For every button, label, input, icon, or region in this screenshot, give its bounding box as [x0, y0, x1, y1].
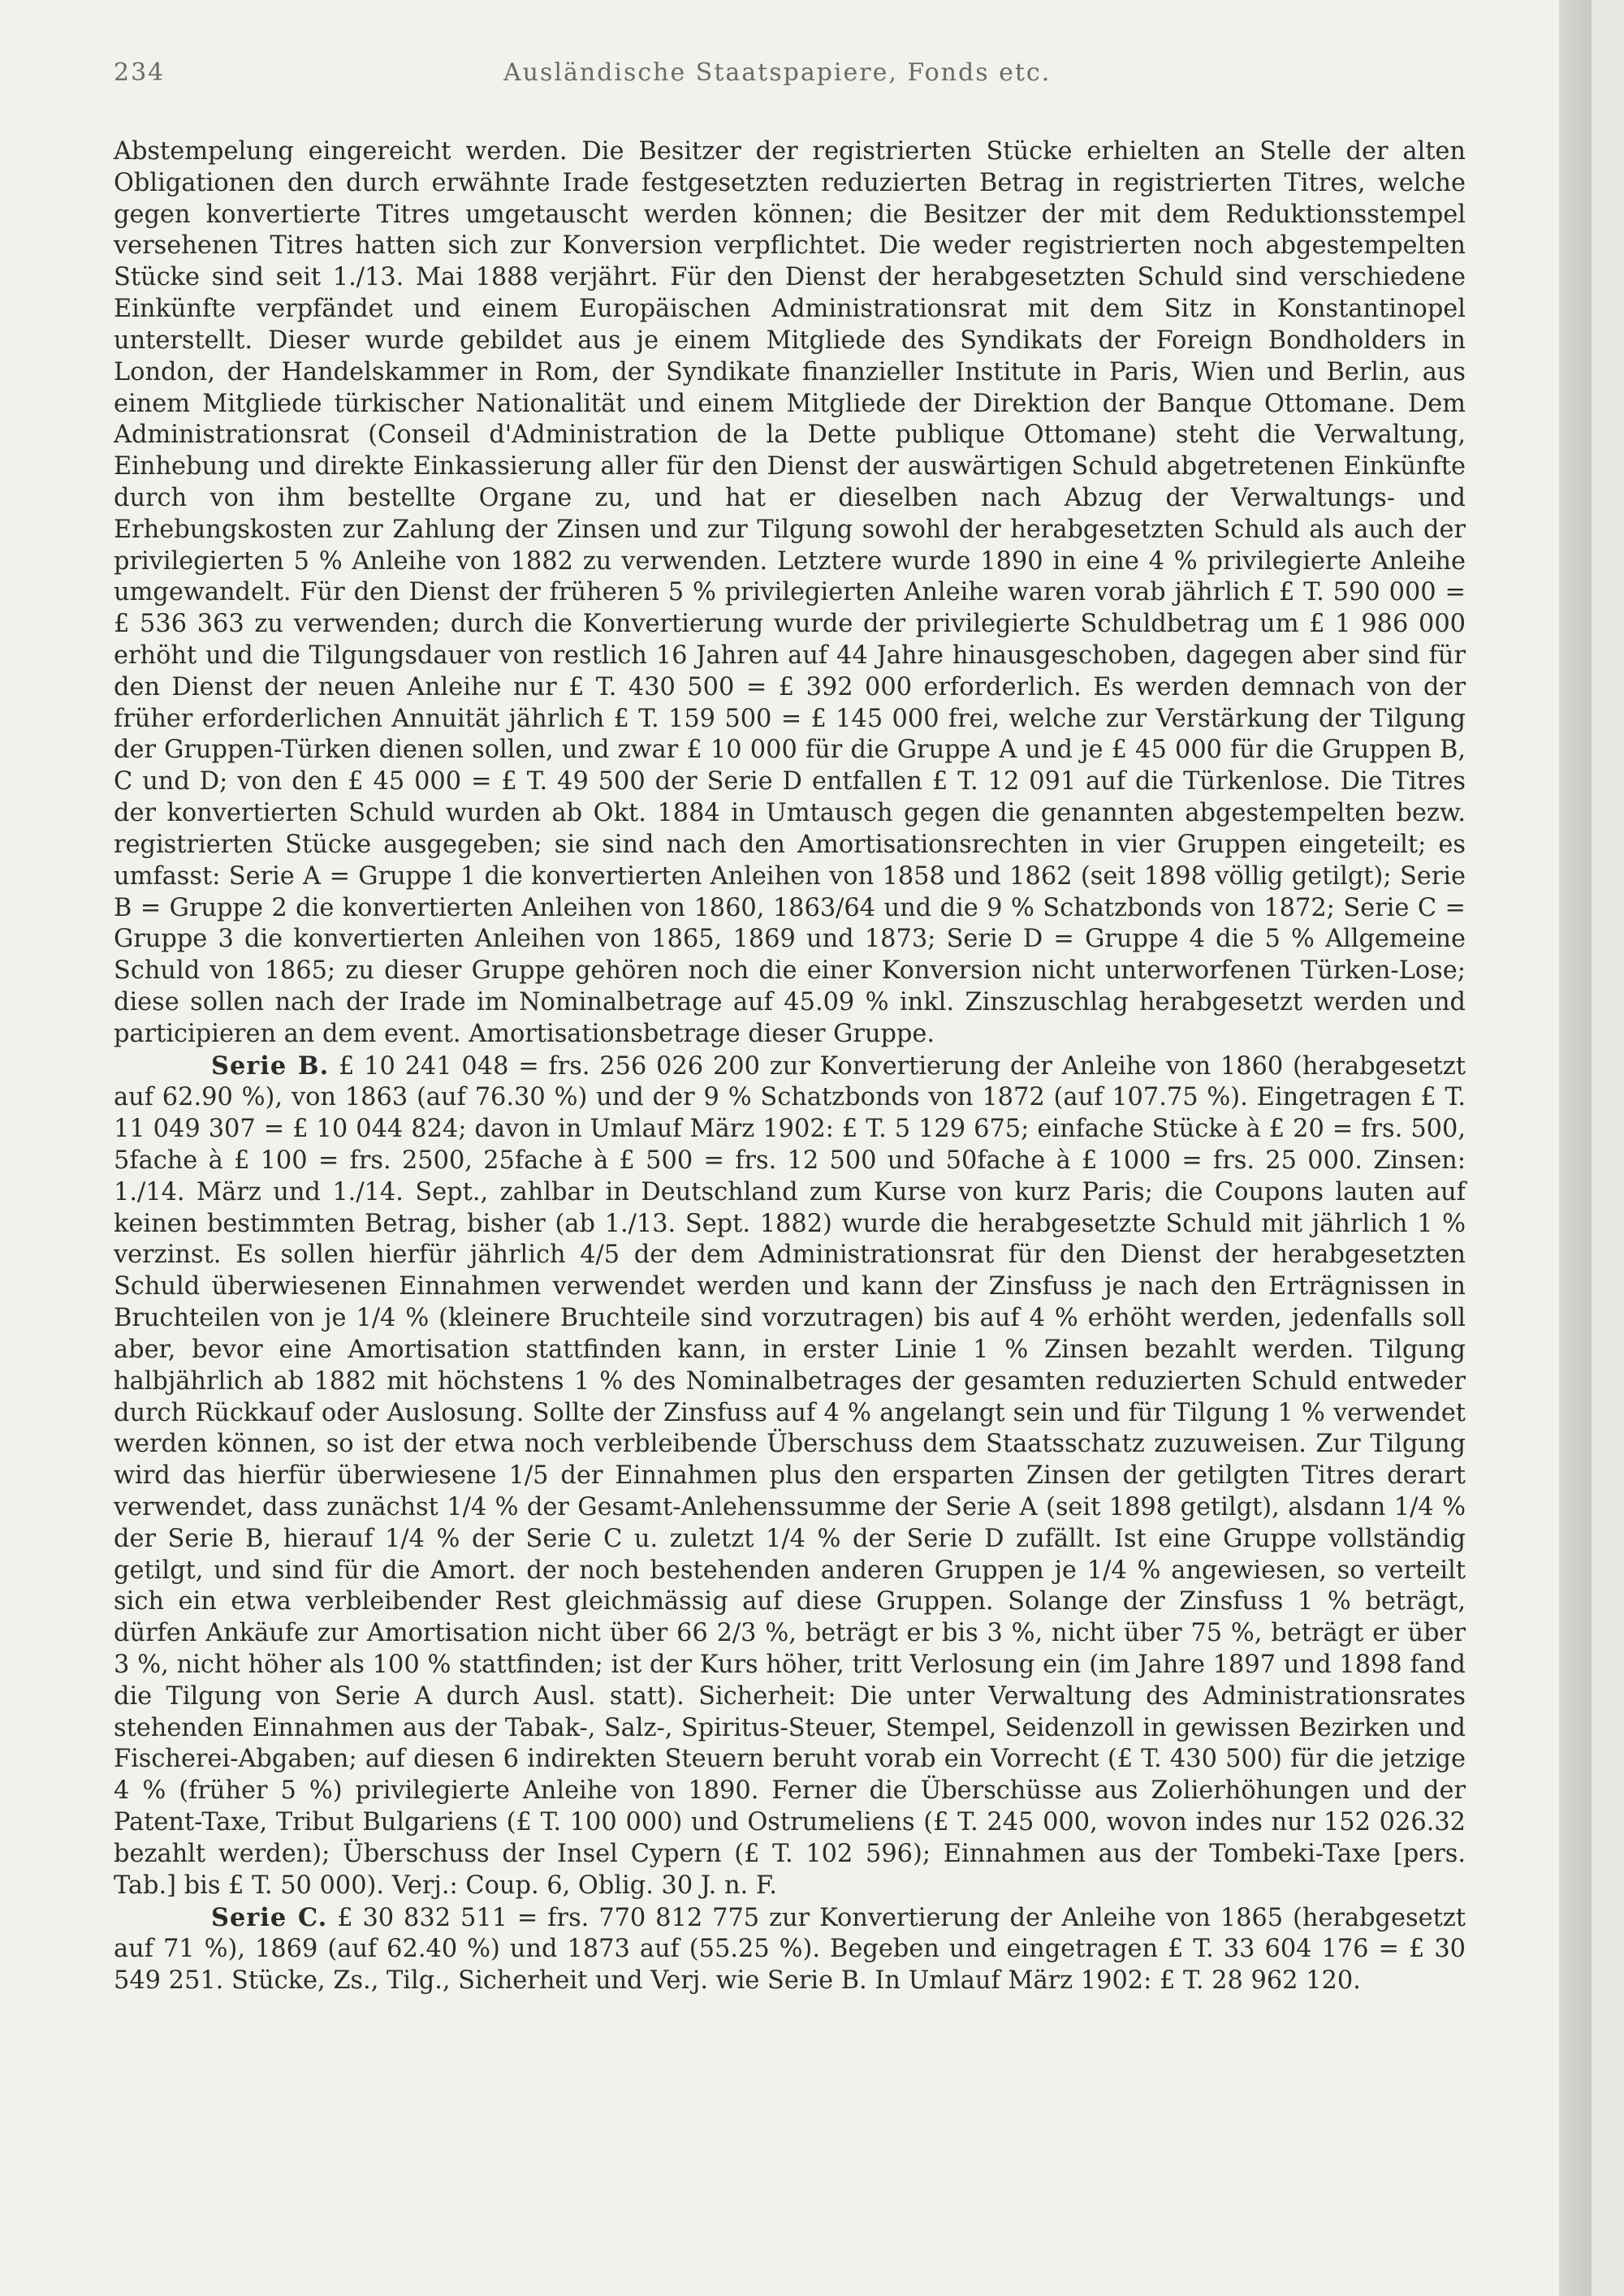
running-title: Ausländische Staatspapiere, Fonds etc.: [503, 58, 1052, 87]
page-number: 234: [114, 58, 166, 87]
serie-b-label: Serie B.: [211, 1051, 330, 1081]
page-header: [114, 58, 1462, 99]
body-text: [114, 136, 1466, 1997]
page-edge-shadow: [1559, 0, 1592, 2296]
paragraph-serie-c: [114, 1902, 1466, 1997]
paragraph-text: £ 10 241 048 = frs. 256 026 200 zur Konvertierung der Anleihe von 1860 (herabgesetzt auf 62.90 %), von 1863 (auf 76.30 %) und der 9 % Schatzbonds von 1872 (auf 107.75 %). Eingetragen £ T. 11 049 307 = £ 10 044 824; davon in Umlauf März 1902: £ T. 5 129 675; einfache Stücke à £ 20 = frs. 500, 5fache à £ 100 = frs. 2500, 25fache à £ 500 = frs. 12 500 und 50fache à £ 1000 = frs. 25 000. Zinsen: 1./14. März und 1./14. Sept., zahlbar in Deutschland zum Kurse von kurz Paris; die Coupons lauten auf keinen bestimmten Betrag, bisher (ab 1./13. Sept. 1882) wurde die herabgesetzte Schuld mit jährlich 1 % verzinst. Es sollen hierfür jährlich 4/5 der dem Administrationsrat für den Dienst der herabgesetzten Schuld überwiesenen Einnahmen verwendet werden und kann der Zinsfuss je nach den Erträgnissen in Bruchteilen von je 1/4 % (kleinere Bruchteile sind vorzutragen) bis auf 4 % erhöht werden, jedenfalls soll aber, bevor eine Amortisation stattfinden kann, in erster Linie 1 % Zinsen bezahlt werden. Tilgung halbjährlich ab 1882 mit höchstens 1 % des Nominalbetrages der gesamten reduzierten Schuld entweder durch Rückkauf oder Auslosung. Sollte der Zinsfuss auf 4 % angelangt sein und für Tilgung 1 % verwendet werden können, so ist der etwa noch verbleibende Überschuss dem Staatsschatz zuzuweisen. Zur Tilgung wird das hierfür überwiesene 1/5 der Einnahmen plus den ersparten Zinsen der getilgten Titres derart verwendet, dass zunächst 1/4 % der Gesamt-Anlehenssumme der Serie A (seit 1898 getilgt), alsdann 1/4 % der Serie B, hierauf 1/4 % der Serie C u. zuletzt 1/4 % der Serie D zufällt. Ist eine Gruppe vollständig getilgt, und sind für die Amort. der noch bestehenden anderen Gruppen je 1/4 % angewiesen, so verteilt sich ein etwa verbleibender Rest gleichmässig auf diese Gruppen. Solange der Zinsfuss 1 % beträgt, dürfen Ankäufe zur Amortisation nicht über 66 2/3 %, beträgt er bis 3 %, nicht über 75 %, beträgt er über 3 %, nicht höher als 100 % stattfinden; ist der Kurs höher, tritt Verlosung ein (im Jahre 1897 und 1898 fand die Tilgung von Serie A durch Ausl. statt). Sicherheit: Die unter Verwaltung des Administrationsrates stehenden Einnahmen aus der Tabak-, Salz-, Spiritus-Steuer, Stempel, Seidenzoll in gewissen Bezirken und Fischerei-Abgaben; auf diesen 6 indirekten Steuern beruht vorab ein Vorrecht (£ T. 430 500) für die jetzige 4 % (früher 5 %) privilegierte Anleihe von 1890. Ferner die Überschüsse aus Zolierhöhungen und der Patent-Taxe, Tribut Bulgariens (£ T. 100 000) und Ostrumeliens (£ T. 245 000, wovon indes nur 152 026.32 bezahlt werden); Überschuss der Insel Cypern (£ T. 102 596); Einnahmen aus der Tombeki-Taxe [pers. Tab.] bis £ T. 50 000). Verj.: Coup. 6, Oblig. 30 J. n. F.: [114, 1051, 1466, 1900]
paragraph-intro: [114, 136, 1466, 1051]
paragraph-text: Abstempelung eingereicht werden. Die Besitzer der registrierten Stücke erhielten an Stelle der alten Obligationen den durch erwähnte Irade festgesetzten reduzierten Betrag in registrierten Titres, welche gegen konvertierte Titres umgetauscht werden können; die Besitzer der mit dem Reduktionsstempel versehenen Titres hatten sich zur Konversion verpflichtet. Die weder registrierten noch abgestempelten Stücke sind seit 1./13. Mai 1888 verjährt. Für den Dienst der herabgesetzten Schuld sind verschiedene Einkünfte verpfändet und einem Europäischen Administrationsrat mit dem Sitz in Konstantinopel unterstellt. Dieser wurde gebildet aus je einem Mitgliede des Syndikats der Foreign Bondholders in London, der Handelskammer in Rom, der Syndikate finanzieller Institute in Paris, Wien und Berlin, aus einem Mitgliede türkischer Nationalität und einem Mitgliede der Direktion der Banque Ottomane. Dem Administrationsrat (Conseil d'Administration de la Dette publique Ottomane) steht die Verwaltung, Einhebung und direkte Einkassierung aller für den Dienst der auswärtigen Schuld abgetretenen Einkünfte durch von ihm bestellte Organe zu, und hat er dieselben nach Abzug der Verwaltungs- und Erhebungskosten zur Zahlung der Zinsen und zur Tilgung sowohl der herabgesetzten Schuld als auch der privilegierten 5 % Anleihe von 1882 zu verwenden. Letztere wurde 1890 in eine 4 % privilegierte Anleihe umgewandelt. Für den Dienst der früheren 5 % privilegierten Anleihe waren vorab jährlich £ T. 590 000 = £ 536 363 zu verwenden; durch die Konvertierung wurde der privilegierte Schuldbetrag um £ 1 986 000 erhöht und die Tilgungsdauer von restlich 16 Jahren auf 44 Jahre hinausgeschoben, dagegen aber sind für den Dienst der neuen Anleihe nur £ T. 430 500 = £ 392 000 erforderlich. Es werden demnach von der früher erforderlichen Annuität jährlich £ T. 159 500 = £ 145 000 frei, welche zur Verstärkung der Tilgung der Gruppen-Türken dienen sollen, und zwar £ 10 000 für die Gruppe A und je £ 45 000 für die Gruppen B, C und D; von den £ 45 000 = £ T. 49 500 der Serie D entfallen £ T. 12 091 auf die Türkenlose. Die Titres der konvertierten Schuld wurden ab Okt. 1884 in Umtausch gegen die genannten abgestempelten bezw. registrierten Stücke ausgegeben; sie sind nach den Amortisationsrechten in vier Gruppen eingeteilt; es umfasst: Serie A = Gruppe 1 die konvertierten Anleihen von 1858 und 1862 (seit 1898 völlig getilgt); Serie B = Gruppe 2 die konvertierten Anleihen von 1860, 1863/64 und die 9 % Schatzbonds von 1872; Serie C = Gruppe 3 die konvertierten Anleihen von 1865, 1869 und 1873; Serie D = Gruppe 4 die 5 % Allgemeine Schuld von 1865; zu dieser Gruppe gehören noch die einer Konversion nicht unterworfenen Türken-Lose; diese sollen nach der Irade im Nominalbetrage auf 45.09 % inkl. Zinszuschlag herabgesetzt werden und participieren an dem event. Amortisationsbetrage dieser Gruppe.: [114, 137, 1466, 1048]
paragraph-serie-b: [114, 1051, 1466, 1902]
serie-c-label: Serie C.: [211, 1902, 328, 1932]
paragraph-text: £ 30 832 511 = frs. 770 812 775 zur Konvertierung der Anleihe von 1865 (herabgesetzt auf 71 %), 1869 (auf 62.40 %) und 1873 auf (55.25 %). Begeben und eingetragen £ T. 33 604 176 = £ 30 549 251. Stücke, Zs., Tilg., Sicherheit und Verj. wie Serie B. In Umlauf März 1902: £ T. 28 962 120.: [114, 1903, 1466, 1996]
